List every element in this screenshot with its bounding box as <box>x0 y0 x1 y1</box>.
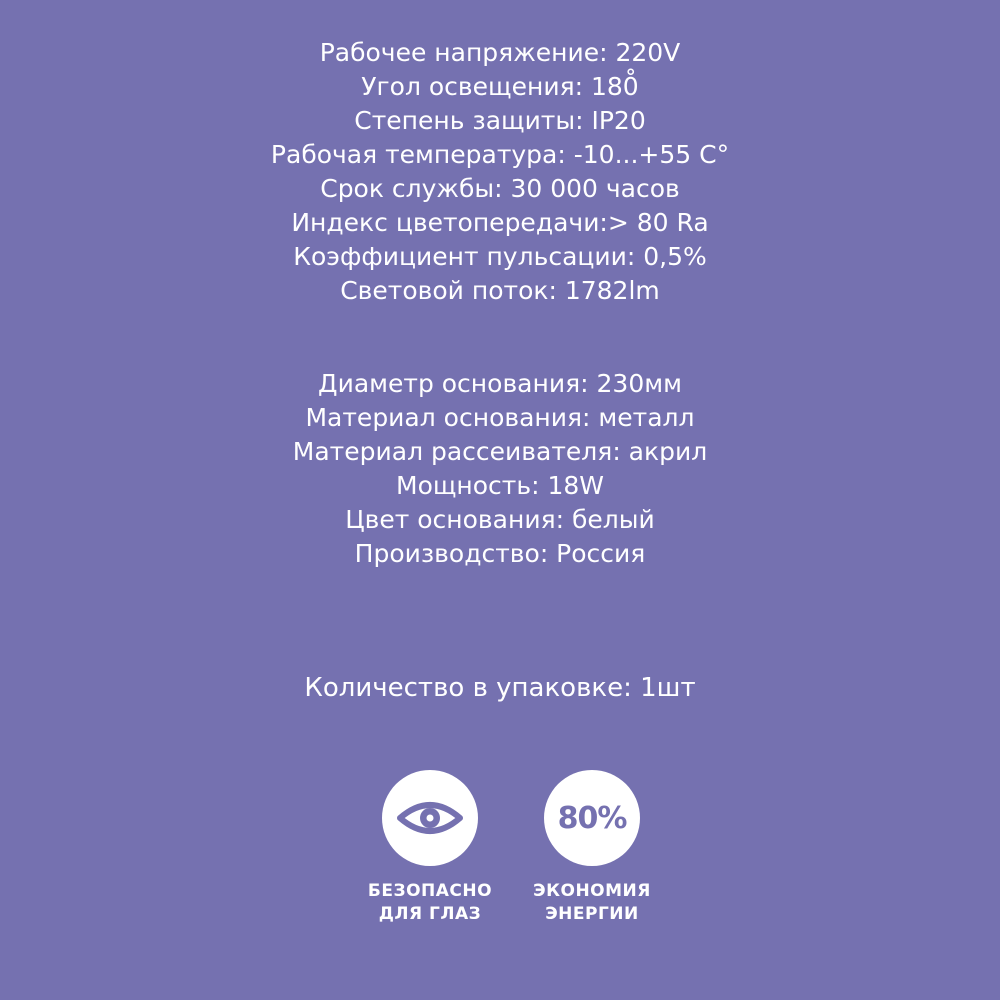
energy-caption-line2: ЭНЕРГИИ <box>545 904 639 924</box>
eye-caption-line2: ДЛЯ ГЛАЗ <box>378 904 482 924</box>
spec-lifetime: Срок службы: 30 000 часов <box>320 174 680 203</box>
energy-badge-circle <box>544 770 640 866</box>
spec-protection: Степень защиты: IP20 <box>354 106 646 135</box>
eye-safe-badge <box>340 770 520 926</box>
spec-base-material: Материал основания: металл <box>305 403 695 432</box>
spec-origin: Производство: Россия <box>354 539 646 568</box>
eye-caption-line1: БЕЗОПАСНО <box>367 881 493 901</box>
eye-badge-caption <box>340 880 520 926</box>
energy-percent: 80% <box>557 800 627 836</box>
spec-base-color: Цвет основания: белый <box>345 505 655 534</box>
eye-icon <box>397 798 463 838</box>
specs-group-electrical <box>0 36 1000 308</box>
specs-group-physical <box>0 367 1000 571</box>
spec-temperature: Рабочая температура: -10...+55 С° <box>270 140 730 169</box>
spec-power: Мощность: 18W <box>396 471 604 500</box>
spec-flicker: Коэффициент пульсации: 0,5% <box>293 242 707 271</box>
spec-diffuser-material: Материал рассеивателя: акрил <box>292 437 708 466</box>
energy-caption-line1: ЭКОНОМИЯ <box>533 881 651 901</box>
package-quantity: Количество в упаковке: 1шт <box>304 673 696 703</box>
energy-badge-caption <box>502 880 682 926</box>
spec-light-angle: Угол освещения: 180̊ <box>361 72 639 101</box>
energy-saving-badge <box>502 770 682 926</box>
eye-badge-circle <box>382 770 478 866</box>
spec-cri: Индекс цветопередачи:> 80 Ra <box>291 208 709 237</box>
spec-luminous-flux: Световой поток: 1782lm <box>340 276 660 305</box>
spec-diameter: Диаметр основания: 230мм <box>318 369 682 398</box>
spec-voltage: Рабочее напряжение: 220V <box>319 38 681 67</box>
